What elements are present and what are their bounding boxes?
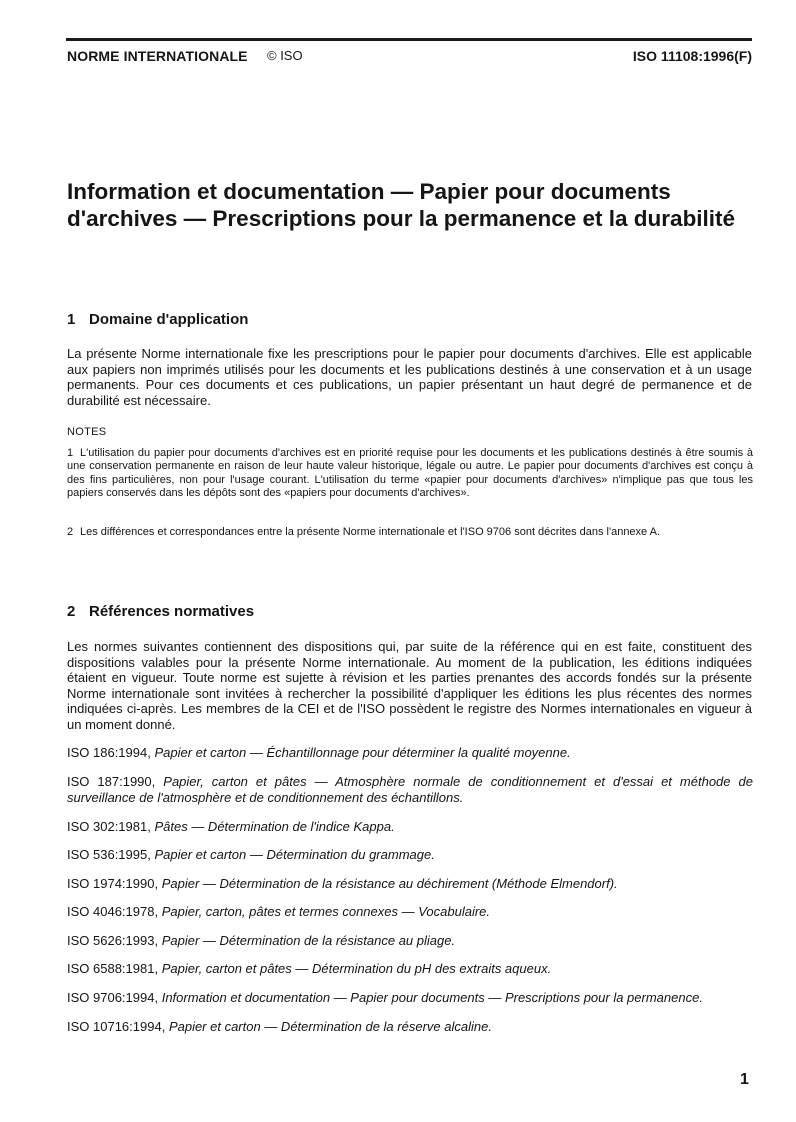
reference-title: Papier et carton — Détermination de la réserve alcaline. <box>168 1019 492 1034</box>
reference-title: Papier — Détermination de la résistance au pliage. <box>161 933 456 948</box>
reference-item <box>67 990 753 1006</box>
section-1-paragraph: La présente Norme internationale fixe les prescriptions pour le papier pour documents d'archives. Elle est applicable aux papiers non imprimés utilisés pour les documents et les publications destinés à une conservation et à un usage permanents. Pour ces documents et ces publications, un papier présentant un haut degré de permanence et de durabilité est nécessaire. <box>67 346 752 408</box>
section-1-title: Domaine d'application <box>89 311 249 328</box>
reference-item <box>67 933 753 949</box>
note-item <box>67 526 753 539</box>
reference-title: Papier et carton — Échantillonnage pour déterminer la qualité moyenne. <box>154 745 571 760</box>
reference-code: ISO 187:1990, <box>67 774 156 789</box>
reference-title: Papier, carton, pâtes et termes connexes — Vocabulaire. <box>161 904 491 919</box>
reference-item <box>67 961 753 977</box>
page-number: 1 <box>740 1071 749 1088</box>
reference-item <box>67 774 753 805</box>
note-text: L'utilisation du papier pour documents d'archives est en priorité requise pour les documents et les publications destinés à être soumis à une conservation permanente en raison de leur haute valeur historique, légale ou autre. Le papier pour documents d'archives est conçu à des fins particulières, non pour l'usage courant. L'utilisation du terme «papier pour documents d'archives» n'implique pas que tous les papiers conservés dans les dépôts sont des «papiers pour documents d'archives». <box>67 447 753 500</box>
header-standard-type: NORME INTERNATIONALE <box>67 48 248 64</box>
reference-code: ISO 4046:1978, <box>67 904 159 919</box>
reference-title: Pâtes — Détermination de l'indice Kappa. <box>154 819 395 834</box>
reference-item <box>67 904 753 920</box>
reference-title: Papier et carton — Détermination du grammage. <box>154 847 435 862</box>
reference-item <box>67 847 753 863</box>
reference-code: ISO 536:1995, <box>67 847 151 862</box>
note-number: 2 <box>67 526 74 538</box>
reference-code: ISO 5626:1993, <box>67 933 159 948</box>
reference-item <box>67 745 753 761</box>
reference-code: ISO 9706:1994, <box>67 990 159 1005</box>
note-text: Les différences et correspondances entre la présente Norme internationale et l'ISO 9706 sont décrites dans l'annexe A. <box>80 526 661 538</box>
reference-code: ISO 1974:1990, <box>67 876 159 891</box>
section-1-heading <box>67 311 248 328</box>
reference-code: ISO 186:1994, <box>67 745 151 760</box>
section-1-number: 1 <box>67 311 76 328</box>
header-standard-number: ISO 11108:1996(F) <box>632 48 752 64</box>
note-number: 1 <box>67 447 74 459</box>
reference-item <box>67 819 753 835</box>
reference-code: ISO 302:1981, <box>67 819 151 834</box>
section-2-title: Références normatives <box>89 603 255 620</box>
note-item <box>67 447 753 501</box>
running-header <box>67 48 752 68</box>
section-2-number: 2 <box>67 603 76 620</box>
reference-item <box>67 1019 753 1035</box>
reference-item <box>67 876 753 892</box>
section-2-paragraph: Les normes suivantes contiennent des dispositions qui, par suite de la référence qui en est faite, constituent des dispositions valables pour la présente Norme internationale. Au moment de la publication, les éditions indiquées étaient en vigueur. Toute norme est sujette à révision et les parties prenantes des accords fondés sur la présente Norme internationale sont invitées à rechercher la possibilité d'appliquer les éditions les plus récentes des normes indiquées ci-après. Les membres de la CEI et de l'ISO possèdent le registre des Normes internationales en vigueur à un moment donné. <box>67 639 752 732</box>
section-2-heading <box>67 603 254 620</box>
header-copyright: © ISO <box>267 48 303 63</box>
reference-title: Papier, carton et pâtes — Atmosphère normale de conditionnement et d'essai et méthode de surveillance de l'atmosphère et de conditionnement des échantillons. <box>67 774 753 805</box>
reference-code: ISO 6588:1981, <box>67 961 159 976</box>
reference-title: Information et documentation — Papier pour documents — Prescriptions pour la permanence. <box>161 990 703 1005</box>
reference-code: ISO 10716:1994, <box>67 1019 166 1034</box>
document-title: Information et documentation — Papier pour documents d'archives — Prescriptions pour la permanence et la durabilité <box>67 179 736 231</box>
reference-title: Papier, carton et pâtes — Détermination du pH des extraits aqueux. <box>161 961 552 976</box>
reference-title: Papier — Détermination de la résistance au déchirement (Méthode Elmendorf). <box>161 876 618 891</box>
header-rule <box>66 38 752 41</box>
notes-label: NOTES <box>67 426 107 438</box>
